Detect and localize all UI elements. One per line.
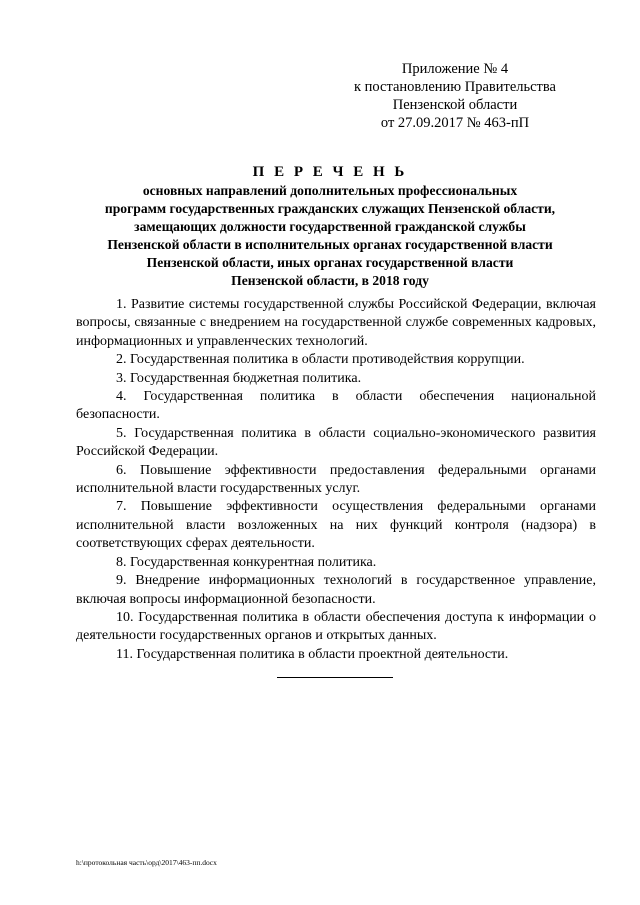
subtitle-line: Пензенской области, в 2018 году: [231, 273, 429, 288]
document-title: [60, 162, 600, 290]
appendix-date-number: от 27.09.2017 № 463-пП: [380, 115, 530, 131]
list-item: 6. Повышение эффективности предоставления федеральными органами исполнительной власти государственных услуг.: [76, 462, 596, 497]
subtitle-line: основных направлений дополнительных профессиональных: [142, 183, 518, 198]
appendix-number: Приложение № 4: [401, 61, 509, 77]
subtitle-line: Пензенской области в исполнительных органах государственной власти: [107, 237, 553, 252]
subtitle-line: Пензенской области, иных органах государственной власти: [146, 255, 514, 270]
subtitle-line: замещающих должности государственной гражданской службы: [134, 219, 526, 234]
appendix-header: [330, 60, 580, 132]
appendix-reference: к постановлению Правительства: [354, 79, 556, 95]
list-item: 7. Повышение эффективности осуществления федеральными органами исполнительной власти возложенных на них функций контроля (надзора) в соответствующих сферах деятельности.: [76, 499, 596, 552]
list-item: 2. Государственная политика в области противодействия коррупции.: [116, 352, 525, 368]
list-item: 5. Государственная политика в области социально-экономического развития Российской Федерации.: [76, 425, 596, 460]
appendix-region: Пензенской области: [392, 97, 518, 113]
file-path-footer: h:\протокольная часть\орд\2017\463-пп.docx: [76, 858, 217, 867]
subtitle-line: программ государственных гражданских служащих Пензенской области,: [104, 201, 556, 216]
list-item: 8. Государственная конкурентная политика.: [116, 554, 377, 570]
list-item: 3. Государственная бюджетная политика.: [116, 370, 362, 386]
title-subtitle: [60, 182, 600, 290]
title-heading: П Е Р Е Ч Е Н Ь: [252, 164, 408, 180]
list-item: 9. Внедрение информационных технологий в государственное управление, включая вопросы информационной безопасности.: [76, 573, 596, 607]
list-item: 1. Развитие системы государственной службы Российской Федерации, включая вопросы, связанные с внедрением на государственной службе современных кадровых, информационных и управленческих технологий.: [76, 297, 596, 349]
list-item: 11. Государственная политика в области проектной деятельности.: [116, 646, 509, 662]
directions-list: [76, 296, 596, 664]
list-item: 4. Государственная политика в области обеспечения национальной безопасности.: [76, 389, 596, 423]
list-item: 10. Государственная политика в области обеспечения доступа к информации о деятельности государственных органов и открытых данных.: [76, 609, 596, 644]
closing-separator-line: [277, 677, 393, 678]
